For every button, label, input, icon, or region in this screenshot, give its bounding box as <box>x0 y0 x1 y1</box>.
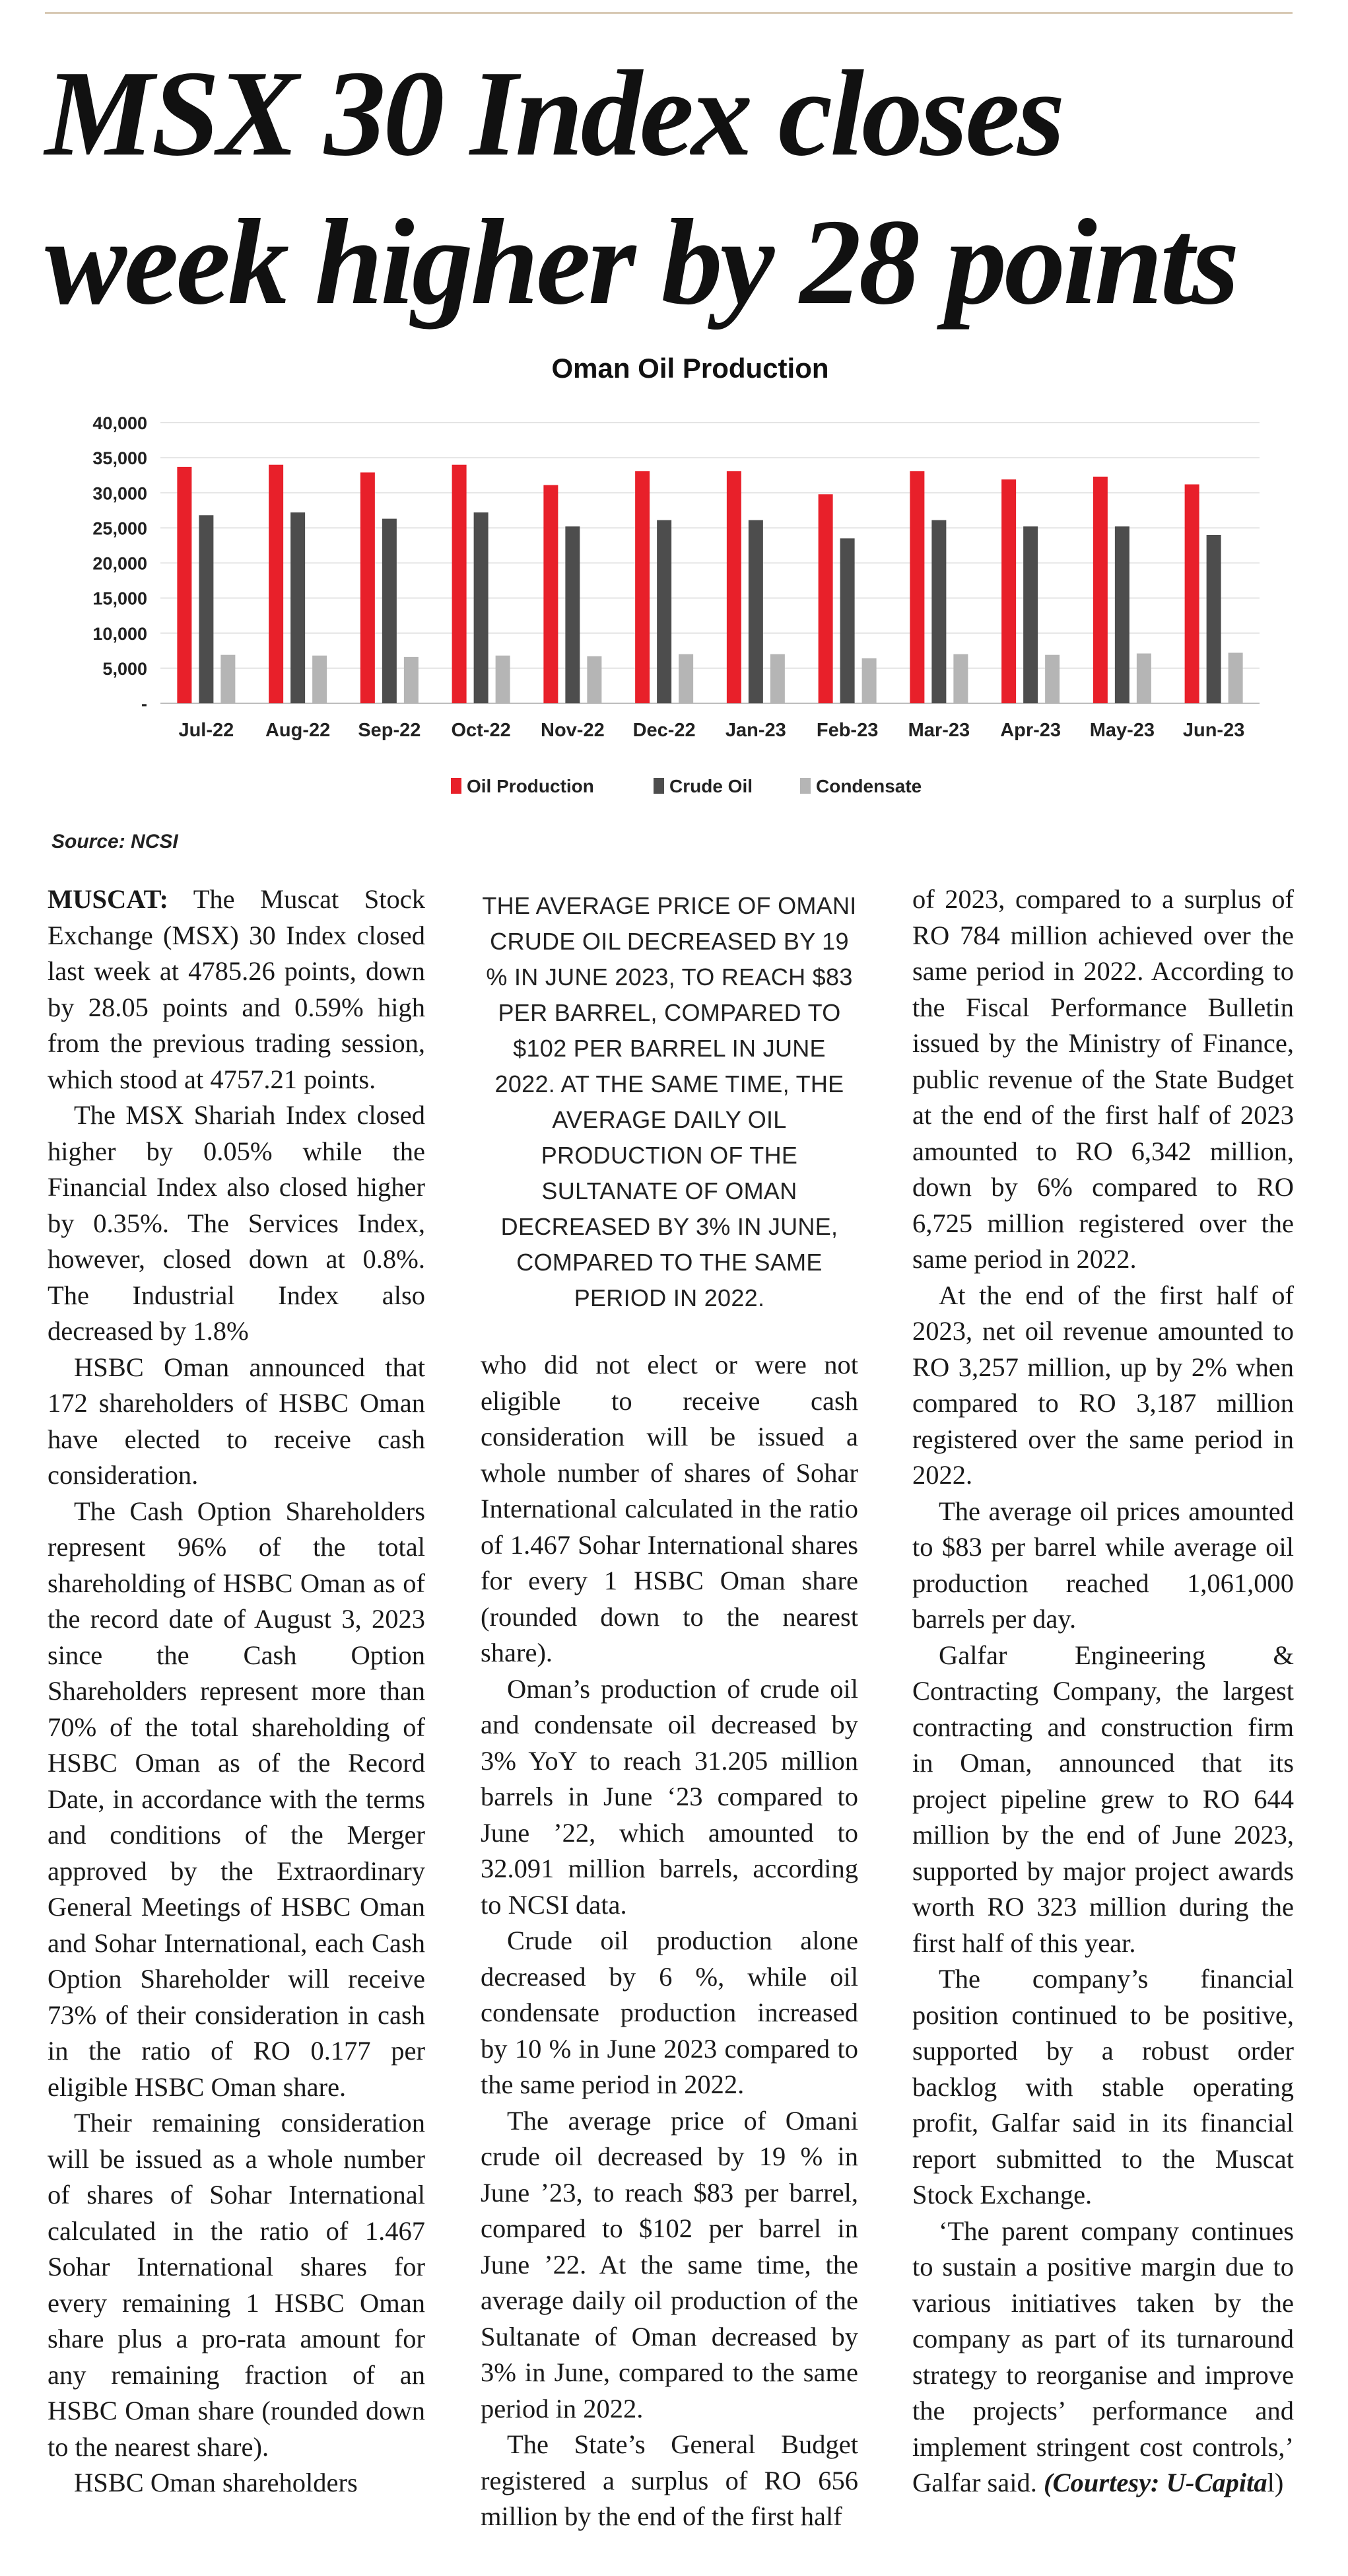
bar-condensate <box>220 655 235 703</box>
legend-swatch <box>451 778 461 794</box>
top-rule <box>45 12 1293 14</box>
bar-oil-production <box>1185 485 1199 704</box>
x-tick-label: May-23 <box>1089 720 1155 741</box>
y-tick-label: 30,000 <box>92 483 147 504</box>
article-column-2 <box>481 1347 858 2535</box>
bar-condensate <box>679 654 693 703</box>
x-tick-label: Jun-23 <box>1182 720 1245 741</box>
y-tick-label: 15,000 <box>92 588 147 609</box>
bar-crude-oil <box>565 526 580 703</box>
article-paragraph: HSBC Oman announced that 172 shareholders of HSBC Oman have elected to receive cash consideration. <box>48 1352 425 1490</box>
article-paragraph: The company’s financial position continued to be positive, supported by a robust order backlog with stable operating profit, Galfar said in its financial report submitted to the Muscat Stock Exchange. <box>912 1964 1294 2210</box>
chart-title: Oman Oil Production <box>551 353 829 384</box>
bar-crude-oil <box>474 512 489 703</box>
headline: MSX 30 Index closes week higher by 28 points <box>45 46 1237 330</box>
oil-production-chart <box>45 343 1299 819</box>
article-paragraph: Their remaining consideration will be issued as a whole number of shares of Sohar International calculated in the ratio of 1.467 Sohar International shares for every remaining 1 HSBC Oman share plus a pro-rata amount for any remaining fraction of an HSBC Oman share (rounded down to the nearest share). <box>48 2108 425 2462</box>
bar-crude-oil <box>382 519 397 703</box>
bar-crude-oil <box>199 515 213 703</box>
bar-condensate <box>1229 653 1243 704</box>
courtesy-credit: (Courtesy: U-Capita <box>1044 2468 1267 2497</box>
x-tick-label: Apr-23 <box>1000 720 1062 741</box>
dateline: MUSCAT: <box>48 884 168 914</box>
y-tick-label: 5,000 <box>102 658 147 679</box>
bar-crude-oil <box>931 520 946 703</box>
bar-oil-production <box>727 471 741 703</box>
bar-condensate <box>1137 654 1151 703</box>
bar-crude-oil <box>290 512 305 703</box>
legend-label: Condensate <box>816 776 922 796</box>
bar-condensate <box>312 656 327 703</box>
y-tick-label: 35,000 <box>92 448 147 469</box>
x-tick-label: Mar-23 <box>908 720 970 741</box>
x-tick-label: Oct-22 <box>451 720 511 741</box>
paragraph-text: ‘The parent company continues to sustain a positive margin due to various initiatives taken by the company as part of its turnaround strategy to reorganise and improve the projects’ performance and implement stringent cost controls,’ Galfar said. <box>912 2215 1294 2497</box>
y-tick-label: - <box>141 694 147 714</box>
bar-crude-oil <box>1023 526 1038 703</box>
bar-oil-production <box>452 465 467 703</box>
article-paragraph: Crude oil production alone decreased by 6 %, while oil condensate production increased by 10 % in June 2023 compared to the same period in 2022. <box>481 1926 858 2099</box>
bar-oil-production <box>635 471 650 703</box>
x-tick-label: Jan-23 <box>725 720 786 741</box>
paragraph-text: The Muscat Stock Exchange (MSX) 30 Index closed last week at 4785.26 points, down by 28.05 points and 0.59% high from the previous trading session, which stood at 4757.21 points. <box>48 884 425 1094</box>
bar-crude-oil <box>1207 535 1221 703</box>
bar-oil-production <box>819 494 833 703</box>
bar-condensate <box>953 654 968 703</box>
bar-crude-oil <box>657 520 671 703</box>
bar-condensate <box>404 657 419 703</box>
y-tick-label: 10,000 <box>92 623 147 644</box>
article-column-3 <box>912 882 1294 2501</box>
article-column-1 <box>48 882 425 2501</box>
article-paragraph: At the end of the first half of 2023, net oil revenue amounted to RO 3,257 million, up by 2% when compared to RO 3,187 million registered over the same period in 2022. <box>912 1280 1294 1490</box>
pull-quote: THE AVERAGE PRICE OF OMANI CRUDE OIL DECREASED BY 19 % IN JUNE 2023, TO REACH $83 PER BARREL, COMPARED TO $102 PER BARREL IN JUNE 2022. AT THE SAME TIME, THE AVERAGE DAILY OIL PRODUCTION OF THE SULTANATE OF OMAN DECREASED BY 3% IN JUNE, COMPARED TO THE SAME PERIOD IN 2022. <box>482 892 857 1311</box>
article-paragraph <box>48 882 425 1097</box>
article-paragraph: of 2023, compared to a surplus of RO 784 million achieved over the same period in 2022. According to the Fiscal Performance Bulletin issued by the Ministry of Finance, public revenue of the State Budget at the end of the first half of 2023 amounted to RO 6,342 million, down by 6% compared to RO 6,725 million registered over the same period in 2022. <box>912 884 1294 1274</box>
bar-oil-production <box>1001 479 1016 703</box>
legend-swatch <box>800 778 811 794</box>
legend-label: Crude Oil <box>669 776 753 796</box>
article-paragraph: HSBC Oman shareholders <box>74 2468 358 2497</box>
article-paragraph: The MSX Shariah Index closed higher by 0.05% while the Financial Index also closed higher by 0.35%. The Services Index, however, closed down at 0.8%. The Industrial Index also decreased by 1.8% <box>48 1100 425 1346</box>
article-paragraph: The average oil prices amounted to $83 per barrel while average oil production reached 1,061,000 barrels per day. <box>912 1496 1294 1634</box>
bar-condensate <box>862 658 877 703</box>
bar-crude-oil <box>749 520 763 703</box>
chart-source: Source: NCSI <box>51 831 178 853</box>
article-paragraph: Galfar Engineering & Contracting Company, the largest contracting and construction firm in Oman, announced that its project pipeline grew to RO 644 million by the end of June 2023, supported by major project awards worth RO 323 million during the first half of this year. <box>912 1640 1294 1958</box>
x-tick-label: Feb-23 <box>816 720 879 741</box>
article-paragraph <box>912 2213 1294 2501</box>
article-paragraph: The Cash Option Shareholders represent 96% of the total shareholding of HSBC Oman as of the record date of August 3, 2023 since the Cash Option Shareholders represent more than 70% of the total shareholding of HSBC Oman as of the Record Date, in accordance with the terms and conditions of the Merger approved by the Extraordinary General Meetings of HSBC Oman and Sohar International, each Cash Option Shareholder will receive 73% of their consideration in cash in the ratio of RO 0.177 per eligible HSBC Oman share. <box>48 1496 425 2102</box>
bar-crude-oil <box>840 538 855 703</box>
legend-swatch <box>654 778 664 794</box>
bar-condensate <box>496 656 510 703</box>
y-tick-label: 20,000 <box>92 553 147 574</box>
y-tick-label: 25,000 <box>92 518 147 539</box>
x-tick-label: Aug-22 <box>265 720 331 741</box>
bar-oil-production <box>269 465 283 703</box>
x-tick-label: Sep-22 <box>358 720 421 741</box>
legend-label: Oil Production <box>467 776 594 796</box>
article-paragraph: Oman’s production of crude oil and condensate oil decreased by 3% YoY to reach 31.205 million barrels in June ‘23 compared to June ’22, which amounted to 32.091 million barrels, according to NCSI data. <box>481 1673 858 1920</box>
bar-oil-production <box>177 467 191 703</box>
article-paragraph: The State’s General Budget registered a surplus of RO 656 million by the end of the first half <box>481 2429 858 2531</box>
bar-oil-production <box>910 471 924 703</box>
bar-crude-oil <box>1115 526 1129 703</box>
bar-oil-production <box>1093 477 1108 703</box>
bar-oil-production <box>360 472 375 703</box>
x-tick-label: Jul-22 <box>178 720 234 741</box>
article-paragraph: The average price of Omani crude oil decreased by 19 % in June ’23, to reach $83 per barrel, compared to $102 per barrel in June ’22. At the same time, the average daily oil production of the Sultanate of Oman decreased by 3% in June, compared to the same period in 2022. <box>481 2105 858 2423</box>
bar-condensate <box>587 656 601 703</box>
bar-oil-production <box>543 485 558 703</box>
article-paragraph: who did not elect or were not eligible to receive cash consideration will be issued a whole number of shares of Sohar International calculated in the ratio of 1.467 Sohar International shares for every 1 HSBC Oman share (rounded down to the nearest share). <box>481 1350 858 1667</box>
x-tick-label: Nov-22 <box>541 720 605 741</box>
x-tick-label: Dec-22 <box>632 720 696 741</box>
bar-condensate <box>1045 655 1060 703</box>
y-tick-label: 40,000 <box>92 413 147 433</box>
bar-condensate <box>770 654 785 703</box>
courtesy-credit-end: l) <box>1267 2468 1284 2497</box>
